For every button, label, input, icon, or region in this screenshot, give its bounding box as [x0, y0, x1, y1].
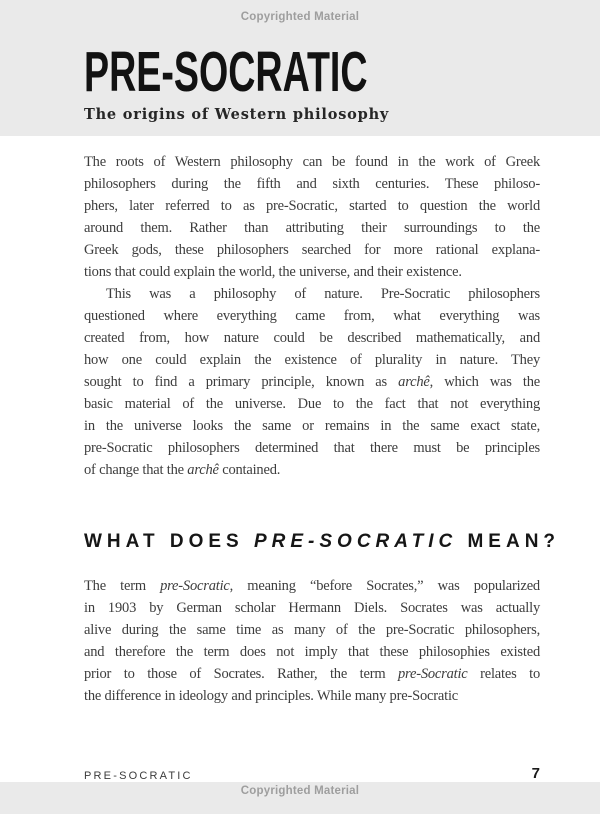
- paragraph: [84, 151, 540, 283]
- text-line: basic material of the universe. Due to the fact that not everything: [84, 396, 540, 412]
- text-line: around them. Rather than attributing their surroundings to the: [84, 220, 540, 236]
- running-footer-title: PRE-SOCRATIC: [84, 770, 193, 782]
- copyright-notice-bottom: Copyrighted Material: [240, 785, 360, 797]
- text-line: in the universe looks the same or remains in the same exact state,: [84, 418, 540, 434]
- section-heading: WHAT DOES PRE-SOCRATIC MEAN?: [84, 531, 561, 552]
- text-line: the difference in ideology and principles. While many pre-Socratic: [84, 688, 459, 704]
- text-line: how one could explain the existence of plurality in nature. They: [84, 352, 540, 368]
- text-line: sought to find a primary principle, known as archê, which was the: [84, 374, 540, 390]
- chapter-title: PRE-SOCRATIC: [84, 40, 368, 104]
- paragraph: [84, 283, 540, 481]
- text-line: Greek gods, these philosophers searched for more rational explana-: [84, 242, 540, 258]
- text-line: alive during the same time as many of the pre-Socratic philosophers,: [84, 622, 540, 638]
- text-line: phers, later referred to as pre-Socratic, started to question the world: [84, 198, 540, 214]
- text-line: created from, how nature could be described mathematically, and: [84, 330, 540, 346]
- bottom-gray-band: [0, 782, 600, 814]
- text-line: prior to those of Socrates. Rather, the term pre-Socratic relates to: [84, 666, 540, 682]
- paragraph: [84, 575, 540, 707]
- text-line: and therefore the term does not imply that these philosophies existed: [84, 644, 540, 660]
- text-line: tions that could explain the world, the universe, and their existence.: [84, 264, 462, 280]
- text-line: in 1903 by German scholar Hermann Diels. Socrates was actually: [84, 600, 540, 616]
- text-line: The term pre-Socratic, meaning “before Socrates,” was popularized: [84, 578, 540, 594]
- top-gray-band: [0, 0, 600, 136]
- chapter-subtitle: The origins of Western philosophy: [84, 106, 390, 123]
- copyright-notice-top: Copyrighted Material: [240, 11, 360, 23]
- page-body: [84, 151, 561, 707]
- text-line: The roots of Western philosophy can be found in the work of Greek: [84, 154, 540, 170]
- text-line: This was a philosophy of nature. Pre-Socratic philosophers: [106, 286, 540, 302]
- text-line: pre-Socratic philosophers determined that there must be principles: [84, 440, 540, 456]
- page-number: 7: [531, 765, 540, 782]
- text-line: philosophers during the fifth and sixth centuries. These philoso-: [84, 176, 540, 192]
- text-line: questioned where everything came from, what everything was: [84, 308, 540, 324]
- text-line: of change that the archê contained.: [84, 462, 281, 478]
